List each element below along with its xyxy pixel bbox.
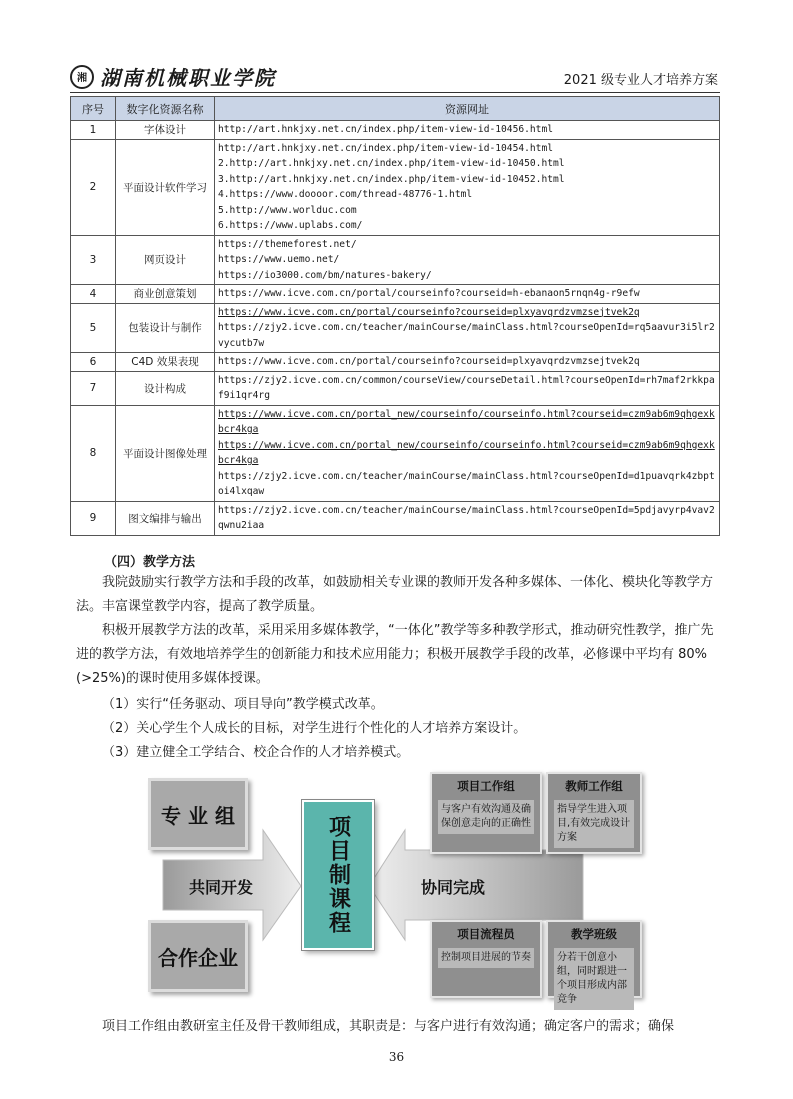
header-no: 序号 <box>71 97 116 121</box>
resource-name: 商业创意策划 <box>116 285 215 304</box>
resource-link[interactable]: https://zjy2.icve.com.cn/teacher/mainCourse/mainClass.html?courseOpenId=rq5aavur3i5lr2vycutb7w <box>218 322 715 349</box>
resource-link[interactable]: http://art.hnkjxy.net.cn/index.php/item-view-id-10456.html <box>218 124 554 135</box>
row-number: 8 <box>71 405 116 501</box>
collaborate-label: 协同完成 <box>421 878 486 897</box>
list-item-2: （2）关心学生个人成长的目标，对学生进行个性化的人才培养方案设计。 <box>102 721 527 736</box>
teacher-workgroup-card <box>546 772 642 854</box>
resource-link[interactable]: 6.https://www.uplabs.com/ <box>218 220 363 231</box>
resource-urls <box>215 353 720 372</box>
resource-link[interactable]: https://themeforest.net/ <box>218 238 357 250</box>
row-number: 4 <box>71 285 116 304</box>
school-logo <box>70 62 276 91</box>
list-item-1: （1）实行“任务驱动、项目导向”教学模式改革。 <box>102 697 384 712</box>
resource-link[interactable]: 3.http://art.hnkjxy.net.cn/index.php/item-view-id-10452.html <box>218 173 565 185</box>
resource-urls <box>215 371 720 405</box>
process-coordinator-card <box>430 920 542 998</box>
table-row <box>71 353 720 372</box>
resource-name: 平面设计图像处理 <box>116 405 215 501</box>
header-resource-url: 资源网址 <box>215 97 720 121</box>
paragraph-1: 我院鼓励实行教学方法和手段的改革，如鼓励相关专业课的教师开发各种多媒体、一体化、模块化等教学方法。丰富课堂教学内容，提高了教学质量。 <box>76 575 714 614</box>
table-row <box>71 139 720 235</box>
page-number: 36 <box>388 1050 405 1064</box>
project-workgroup-card <box>430 772 542 854</box>
resource-name: 字体设计 <box>116 121 215 140</box>
resource-name: 网页设计 <box>116 235 215 285</box>
row-number: 3 <box>71 235 116 285</box>
school-name: 湖南机械职业学院 <box>100 66 276 90</box>
table-row <box>71 501 720 535</box>
table-row <box>71 371 720 405</box>
resource-link[interactable]: https://www.icve.com.cn/portal/courseinfo?courseid=h-ebanaon5rnqn4g-r9efw <box>218 288 640 299</box>
resource-urls <box>215 235 720 285</box>
resource-link[interactable]: https://io3000.com/bm/natures-bakery/ <box>218 269 432 281</box>
resource-name: 平面设计软件学习 <box>116 139 215 235</box>
resource-link[interactable]: https://zjy2.icve.com.cn/common/courseView/courseDetail.html?courseOpenId=rh7maf2rkkpaf9i1qr4rg <box>218 374 715 401</box>
resource-table <box>70 96 720 536</box>
professional-group-box: 专 业 组 <box>148 778 248 850</box>
resource-urls <box>215 285 720 304</box>
continuation-paragraph: 项目工作组由教研室主任及骨干教师组成，其职责是：与客户进行有效沟通；确定客户的需求；确保 <box>102 1019 675 1034</box>
table-row <box>71 405 720 501</box>
row-number: 9 <box>71 501 116 535</box>
resource-urls <box>215 139 720 235</box>
resource-link[interactable]: https://www.icve.com.cn/portal_new/courseinfo/courseinfo.html?courseid=czm9ab6m9qhgexkbcr4kga <box>218 439 715 466</box>
teaching-class-card <box>546 920 642 1005</box>
resource-link[interactable]: https://www.uemo.net/ <box>218 254 340 265</box>
resource-urls <box>215 405 720 501</box>
table-header-row <box>71 97 720 121</box>
card-title: 教学班级 <box>571 927 617 941</box>
card-desc: 控制项目进展的节奏 <box>438 948 534 968</box>
resource-urls <box>215 121 720 140</box>
partner-enterprise-box: 合作企业 <box>148 920 248 992</box>
resource-name: 设计构成 <box>116 371 215 405</box>
card-desc: 与客户有效沟通及确保创意走向的正确性 <box>438 800 534 834</box>
teaching-mode-diagram <box>143 768 648 1013</box>
resource-link[interactable]: https://zjy2.icve.com.cn/teacher/mainCourse/mainClass.html?courseOpenId=5pdjavyrp4vav2qwnu2iaa <box>218 504 715 531</box>
project-course-label: 项目制课程 <box>325 815 351 935</box>
card-desc: 指导学生进入项目,有效完成设计方案 <box>554 800 634 848</box>
resource-name: 包装设计与制作 <box>116 303 215 353</box>
list-item-3: （3）建立健全工学结合、校企合作的人才培养模式。 <box>102 745 410 760</box>
paragraph-2: 积极开展教学方法的改革，采用采用多媒体教学，“一体化”教学等多种教学形式，推动研究性教学，推广先进的教学方法，有效地培养学生的创新能力和技术应用能力；积极开展教学手段的改革，必修课中平均有 80%(>25%)的课时使用多媒体授课。 <box>76 623 714 686</box>
resource-urls <box>215 303 720 353</box>
card-title: 项目工作组 <box>457 779 515 793</box>
row-number: 7 <box>71 371 116 405</box>
resource-link[interactable]: https://zjy2.icve.com.cn/teacher/mainCourse/mainClass.html?courseOpenId=d1puavqrk4zbptoi4lxqaw <box>218 470 715 497</box>
school-seal-icon: 湘 <box>70 65 94 89</box>
page-header <box>70 62 720 93</box>
resource-link[interactable]: https://www.icve.com.cn/portal_new/courseinfo/courseinfo.html?courseid=czm9ab6m9qhgexkbcr4kga <box>218 408 715 435</box>
resource-link[interactable]: 5.http://www.worlduc.com <box>218 204 357 216</box>
table-row <box>71 303 720 353</box>
table-row <box>71 235 720 285</box>
card-title: 教师工作组 <box>565 779 623 793</box>
header-doc-title: 2021 级专业人才培养方案 <box>563 73 718 88</box>
resource-link[interactable]: https://www.icve.com.cn/portal/courseinfo?courseid=plxyavqrdzvmzsejtvek2q <box>218 306 640 318</box>
resource-link[interactable]: 2.http://art.hnkjxy.net.cn/index.php/item-view-id-10450.html <box>218 158 565 169</box>
table-row <box>71 285 720 304</box>
project-course-box <box>302 800 374 950</box>
section-title: （四）教学方法 <box>104 555 196 570</box>
row-number: 6 <box>71 353 116 372</box>
resource-link[interactable]: 4.https://www.doooor.com/thread-48776-1.html <box>218 189 473 200</box>
resource-link[interactable]: https://www.icve.com.cn/portal/courseinfo?courseid=plxyavqrdzvmzsejtvek2q <box>218 356 640 367</box>
resource-urls <box>215 501 720 535</box>
resource-name: C4D 效果表现 <box>116 353 215 372</box>
card-title: 项目流程员 <box>457 927 515 941</box>
row-number: 2 <box>71 139 116 235</box>
resource-name: 图文编排与输出 <box>116 501 215 535</box>
table-row <box>71 121 720 140</box>
co-develop-label: 共同开发 <box>189 878 254 897</box>
card-desc: 分若干创意小组，同时跟进一个项目形成内部竞争 <box>554 948 634 1010</box>
row-number: 5 <box>71 303 116 353</box>
header-resource-name: 数字化资源名称 <box>116 97 215 121</box>
resource-link[interactable]: http://art.hnkjxy.net.cn/index.php/item-view-id-10454.html <box>218 142 554 154</box>
row-number: 1 <box>71 121 116 140</box>
